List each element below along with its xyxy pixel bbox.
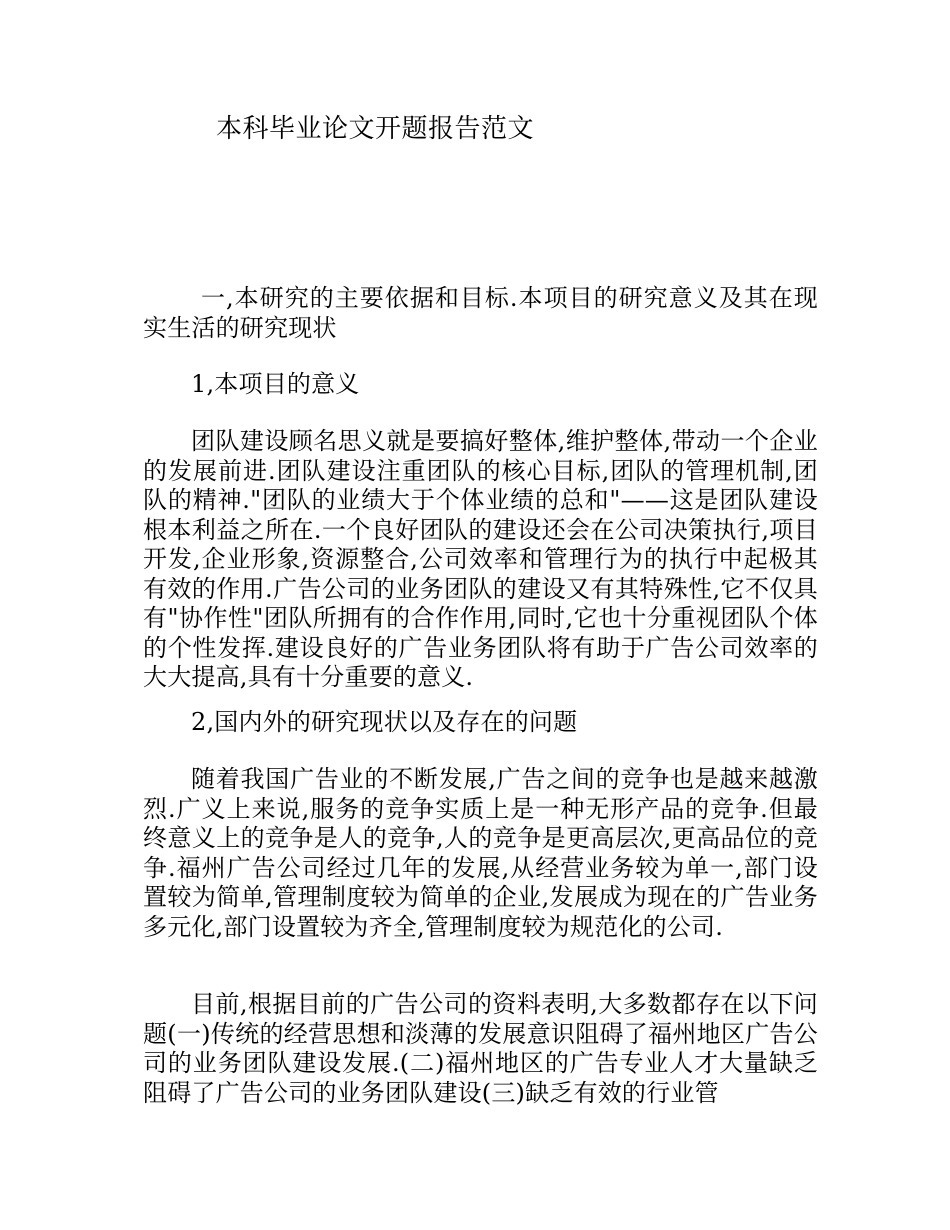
paragraph-research-status: 随着我国广告业的不断发展,广告之间的竞争也是越来越激烈.广义上来说,服务的竞争实质上是一种无形产品的竞争.但最终意义上的竞争是人的竞争,人的竞争是更高层次,更高品位的竞争.福州广告公司经过几年的发展,从经营业务较为单一,部门设置较为简单,管理制度较为简单的企业,发展成为现在的广告业务多元化,部门设置较为齐全,管理制度较为规范化的公司. xyxy=(143,765,818,941)
subheading-research-status: 2,国内外的研究现状以及存在的问题 xyxy=(191,708,578,736)
paragraph-problems: 目前,根据目前的广告公司的资料表明,大多数都存在以下问题(一)传统的经营思想和淡薄的发展意识阻碍了福州地区广告公司的业务团队建设发展.(二)福州地区的广告专业人才大量缺乏阻碍了广告公司的业务团队建设(三)缺乏有效的行业管 xyxy=(143,990,818,1107)
subheading-significance: 1,本项目的意义 xyxy=(191,370,360,398)
section-heading: 一,本研究的主要依据和目标.本项目的研究意义及其在现实生活的研究现状 xyxy=(143,284,818,342)
paragraph-significance: 团队建设顾名思义就是要搞好整体,维护整体,带动一个企业的发展前进.团队建设注重团队的核心目标,团队的管理机制,团队的精神."团队的业绩大于个体业绩的总和"——这是团队建设根本利益之所在.一个良好团队的建设还会在公司决策执行,项目开发,企业形象,资源整合,公司效率和管理行为的执行中起极其有效的作用.广告公司的业务团队的建设又有其特殊性,它不仅具有"协作性"团队所拥有的合作作用,同时,它也十分重视团队个体的个性发挥.建设良好的广告业务团队将有助于广告公司效率的大大提高,具有十分重要的意义. xyxy=(143,427,818,691)
document-title: 本科毕业论文开题报告范文 xyxy=(216,114,535,144)
